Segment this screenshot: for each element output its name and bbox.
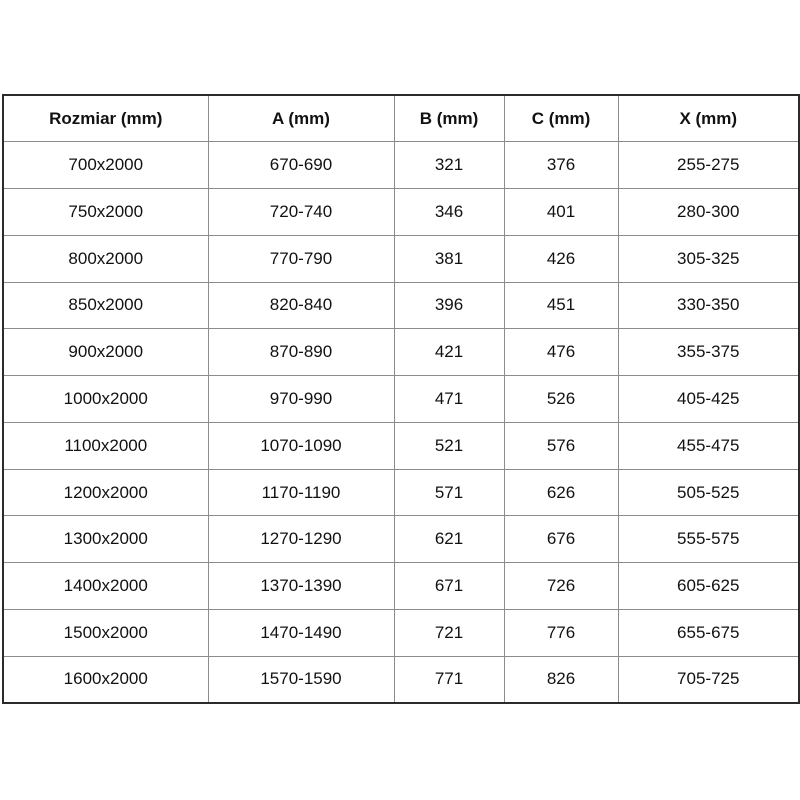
table-row — [3, 609, 799, 656]
table-cell: 346 — [394, 189, 504, 236]
table-cell: 1270-1290 — [208, 516, 394, 563]
table-cell: 726 — [504, 563, 618, 610]
table-row — [3, 656, 799, 703]
table-cell: 970-990 — [208, 376, 394, 423]
table-row — [3, 563, 799, 610]
dimensions-table — [2, 94, 800, 704]
table-cell: 670-690 — [208, 142, 394, 189]
table-cell: 720-740 — [208, 189, 394, 236]
table-cell: 655-675 — [618, 609, 799, 656]
table-cell: 1470-1490 — [208, 609, 394, 656]
table-cell: 1300x2000 — [3, 516, 208, 563]
table-cell: 421 — [394, 329, 504, 376]
table-cell: 1370-1390 — [208, 563, 394, 610]
column-header: A (mm) — [208, 95, 394, 142]
table-cell: 376 — [504, 142, 618, 189]
table-row — [3, 142, 799, 189]
table-cell: 721 — [394, 609, 504, 656]
table-cell: 770-790 — [208, 235, 394, 282]
table-row — [3, 235, 799, 282]
table-cell: 526 — [504, 376, 618, 423]
table-cell: 626 — [504, 469, 618, 516]
header-row — [3, 95, 799, 142]
table-cell: 1070-1090 — [208, 422, 394, 469]
table-cell: 1500x2000 — [3, 609, 208, 656]
table-cell: 700x2000 — [3, 142, 208, 189]
table-cell: 771 — [394, 656, 504, 703]
table-cell: 671 — [394, 563, 504, 610]
column-header: X (mm) — [618, 95, 799, 142]
table-cell: 555-575 — [618, 516, 799, 563]
table-cell: 676 — [504, 516, 618, 563]
table-cell: 405-425 — [618, 376, 799, 423]
table-cell: 621 — [394, 516, 504, 563]
table-cell: 396 — [394, 282, 504, 329]
table-cell: 401 — [504, 189, 618, 236]
table-cell: 1570-1590 — [208, 656, 394, 703]
table-cell: 1000x2000 — [3, 376, 208, 423]
table-cell: 355-375 — [618, 329, 799, 376]
table-cell: 705-725 — [618, 656, 799, 703]
table-body — [3, 142, 799, 703]
table-cell: 1600x2000 — [3, 656, 208, 703]
table-cell: 255-275 — [618, 142, 799, 189]
table-cell: 850x2000 — [3, 282, 208, 329]
table-cell: 426 — [504, 235, 618, 282]
table-cell: 1100x2000 — [3, 422, 208, 469]
table-cell: 800x2000 — [3, 235, 208, 282]
column-header: B (mm) — [394, 95, 504, 142]
table-cell: 471 — [394, 376, 504, 423]
table-cell: 750x2000 — [3, 189, 208, 236]
table-cell: 1400x2000 — [3, 563, 208, 610]
column-header: C (mm) — [504, 95, 618, 142]
table-row — [3, 189, 799, 236]
table-cell: 1200x2000 — [3, 469, 208, 516]
table-cell: 505-525 — [618, 469, 799, 516]
table-cell: 521 — [394, 422, 504, 469]
table-cell: 321 — [394, 142, 504, 189]
table-cell: 1170-1190 — [208, 469, 394, 516]
table-cell: 451 — [504, 282, 618, 329]
table-cell: 576 — [504, 422, 618, 469]
table-row — [3, 516, 799, 563]
table-cell: 826 — [504, 656, 618, 703]
table-cell: 330-350 — [618, 282, 799, 329]
table-row — [3, 422, 799, 469]
table-row — [3, 329, 799, 376]
table-row — [3, 282, 799, 329]
table-cell: 820-840 — [208, 282, 394, 329]
table-cell: 381 — [394, 235, 504, 282]
table-cell: 305-325 — [618, 235, 799, 282]
table-cell: 870-890 — [208, 329, 394, 376]
table-row — [3, 469, 799, 516]
table-cell: 476 — [504, 329, 618, 376]
table-cell: 571 — [394, 469, 504, 516]
table-cell: 455-475 — [618, 422, 799, 469]
column-header: Rozmiar (mm) — [3, 95, 208, 142]
table-cell: 605-625 — [618, 563, 799, 610]
table-row — [3, 376, 799, 423]
table-cell: 776 — [504, 609, 618, 656]
table-cell: 280-300 — [618, 189, 799, 236]
table-cell: 900x2000 — [3, 329, 208, 376]
